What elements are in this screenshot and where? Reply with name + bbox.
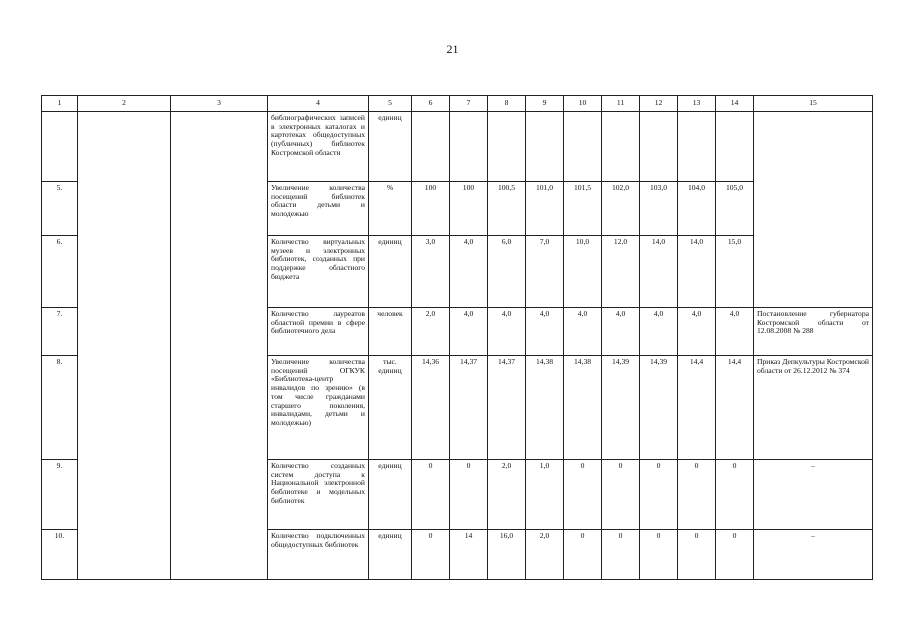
- value-cell: 102,0: [602, 182, 640, 236]
- value-cell: [678, 112, 716, 182]
- header-cell: 10: [564, 96, 602, 112]
- value-cell: 14,37: [450, 356, 488, 460]
- value-cell: 100,5: [488, 182, 526, 236]
- header-cell: 5: [369, 96, 412, 112]
- merged-cell-col2: [78, 112, 171, 580]
- value-cell: 4,0: [488, 308, 526, 356]
- legal-basis-cell: –: [754, 460, 873, 530]
- value-cell: 0: [564, 530, 602, 580]
- value-cell: 4,0: [450, 308, 488, 356]
- value-cell: 0: [602, 530, 640, 580]
- unit-cell: единиц: [369, 112, 412, 182]
- value-cell: 0: [450, 460, 488, 530]
- value-cell: 14,36: [412, 356, 450, 460]
- value-cell: 0: [412, 530, 450, 580]
- row-number-cell: [42, 112, 78, 182]
- value-cell: [412, 112, 450, 182]
- row-number-cell: 8.: [42, 356, 78, 460]
- value-cell: 2,0: [412, 308, 450, 356]
- indicator-cell: Увеличение количества посещений ОГКУК «Библиотека-центр инвалидов по зрению» (в том числе гражданами старшего поколения, инвалидами, детьми и молодежью): [268, 356, 369, 460]
- unit-cell: %: [369, 182, 412, 236]
- value-cell: 2,0: [526, 530, 564, 580]
- header-cell: 13: [678, 96, 716, 112]
- value-cell: 4,0: [716, 308, 754, 356]
- header-cell: 2: [78, 96, 171, 112]
- value-cell: 15,0: [716, 236, 754, 308]
- value-cell: 0: [640, 530, 678, 580]
- value-cell: 7,0: [526, 236, 564, 308]
- merged-cell-col15: [754, 112, 873, 308]
- page-number: 21: [446, 42, 459, 56]
- indicator-cell: Количество виртуальных музеев и электронных библиотек, созданных при поддержке областного бюджета: [268, 236, 369, 308]
- unit-cell: единиц: [369, 236, 412, 308]
- value-cell: [602, 112, 640, 182]
- header-row: [42, 96, 873, 112]
- value-cell: 0: [640, 460, 678, 530]
- value-cell: 14,0: [640, 236, 678, 308]
- value-cell: 0: [678, 460, 716, 530]
- value-cell: 14,38: [564, 356, 602, 460]
- legal-basis-cell: Постановление губернатора Костромской области от 12.08.2008 № 288: [754, 308, 873, 356]
- row-number-cell: 9.: [42, 460, 78, 530]
- data-table: [41, 95, 873, 580]
- header-cell: 6: [412, 96, 450, 112]
- value-cell: 4,0: [450, 236, 488, 308]
- value-cell: 1,0: [526, 460, 564, 530]
- header-cell: 14: [716, 96, 754, 112]
- value-cell: 0: [412, 460, 450, 530]
- value-cell: 0: [602, 460, 640, 530]
- value-cell: 100: [412, 182, 450, 236]
- indicator-cell: библиографических записей в электронных каталогах и картотеках общедоступных (публичных) библиотек Костромской области: [268, 112, 369, 182]
- value-cell: 100: [450, 182, 488, 236]
- value-cell: 10,0: [564, 236, 602, 308]
- value-cell: [488, 112, 526, 182]
- header-cell: 12: [640, 96, 678, 112]
- value-cell: 14,4: [678, 356, 716, 460]
- value-cell: 6,0: [488, 236, 526, 308]
- row-number-cell: 6.: [42, 236, 78, 308]
- header-cell: 3: [171, 96, 268, 112]
- value-cell: 4,0: [678, 308, 716, 356]
- value-cell: 4,0: [602, 308, 640, 356]
- value-cell: 14,0: [678, 236, 716, 308]
- unit-cell: единиц: [369, 460, 412, 530]
- value-cell: 3,0: [412, 236, 450, 308]
- header-cell: 11: [602, 96, 640, 112]
- indicator-cell: Увеличение количества посещений библиотек области детьми и молодежью: [268, 182, 369, 236]
- value-cell: 104,0: [678, 182, 716, 236]
- row-number-cell: 5.: [42, 182, 78, 236]
- header-cell: 7: [450, 96, 488, 112]
- unit-cell: тыс. единиц: [369, 356, 412, 460]
- table-row: [42, 112, 873, 182]
- value-cell: [450, 112, 488, 182]
- header-cell: 15: [754, 96, 873, 112]
- value-cell: [640, 112, 678, 182]
- unit-cell: человек: [369, 308, 412, 356]
- merged-cell-col3: [171, 112, 268, 580]
- indicator-cell: Количество созданных систем доступа к Национальной электронной библиотеке и модельных библиотек: [268, 460, 369, 530]
- legal-basis-cell: –: [754, 530, 873, 580]
- value-cell: 0: [678, 530, 716, 580]
- value-cell: [716, 112, 754, 182]
- value-cell: 0: [716, 460, 754, 530]
- value-cell: 2,0: [488, 460, 526, 530]
- value-cell: 105,0: [716, 182, 754, 236]
- value-cell: 14,39: [640, 356, 678, 460]
- value-cell: 14,4: [716, 356, 754, 460]
- value-cell: 14,39: [602, 356, 640, 460]
- header-cell: 1: [42, 96, 78, 112]
- value-cell: 0: [716, 530, 754, 580]
- value-cell: 103,0: [640, 182, 678, 236]
- unit-cell: единиц: [369, 530, 412, 580]
- value-cell: 16,0: [488, 530, 526, 580]
- indicator-cell: Количество лауреатов областной премии в сфере библиотечного дела: [268, 308, 369, 356]
- row-number-cell: 7.: [42, 308, 78, 356]
- value-cell: 12,0: [602, 236, 640, 308]
- value-cell: 14,37: [488, 356, 526, 460]
- value-cell: 101,0: [526, 182, 564, 236]
- header-cell: 9: [526, 96, 564, 112]
- value-cell: 4,0: [640, 308, 678, 356]
- value-cell: [526, 112, 564, 182]
- value-cell: 101,5: [564, 182, 602, 236]
- header-cell: 8: [488, 96, 526, 112]
- value-cell: 4,0: [526, 308, 564, 356]
- value-cell: 4,0: [564, 308, 602, 356]
- value-cell: 0: [564, 460, 602, 530]
- legal-basis-cell: Приказ Депкультуры Костромской области от 26.12.2012 № 374: [754, 356, 873, 460]
- value-cell: 14: [450, 530, 488, 580]
- row-number-cell: 10.: [42, 530, 78, 580]
- header-cell: 4: [268, 96, 369, 112]
- indicator-cell: Количество подключенных общедоступных библиотек: [268, 530, 369, 580]
- value-cell: 14,38: [526, 356, 564, 460]
- value-cell: [564, 112, 602, 182]
